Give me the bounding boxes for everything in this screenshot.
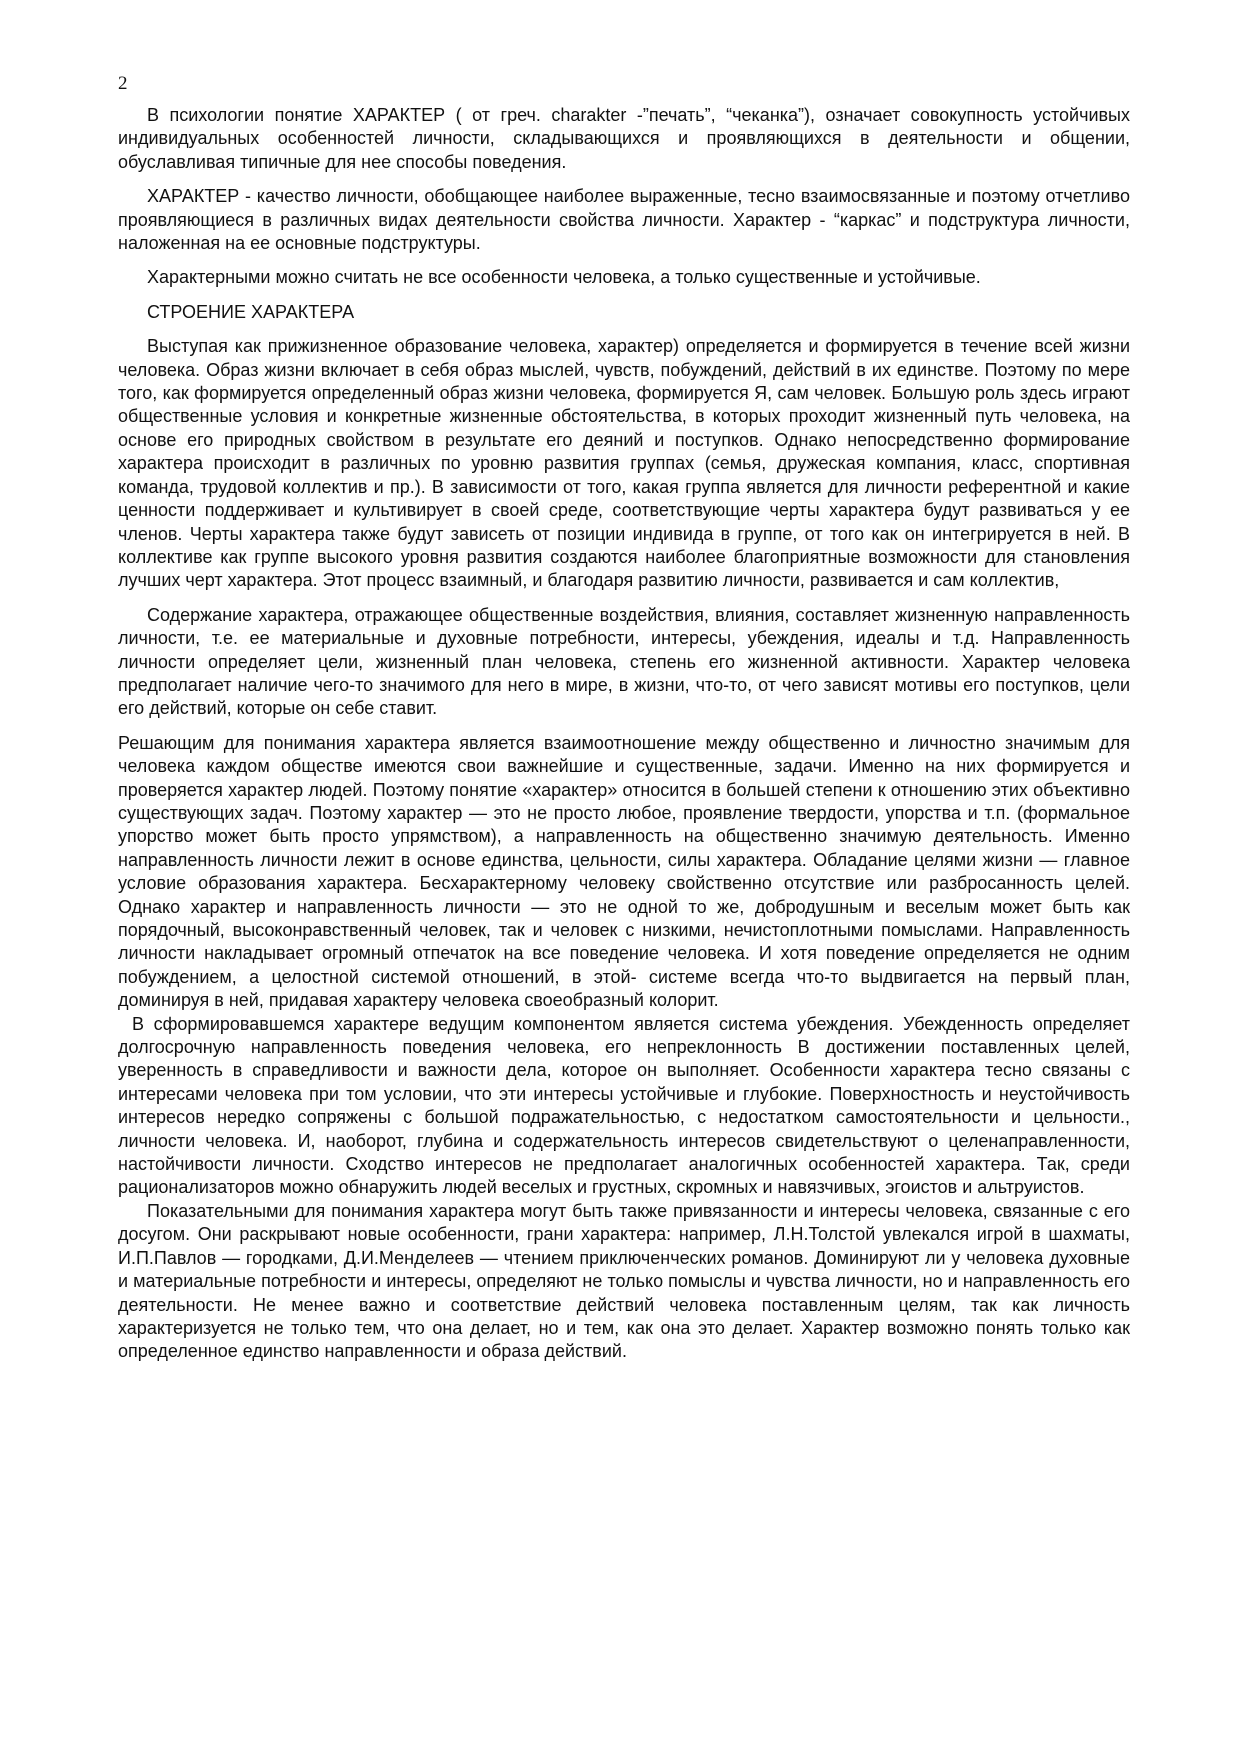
paragraph-character-quality: ХАРАКТЕР - качество личности, обобщающее наиболее выраженные, тесно взаимосвязанные и поэтому отчетливо проявляющиеся в различных видах деятельности свойства личности. Характер - “каркас” и подструктура личности, наложенная на ее основные подструктуры. [118,186,1130,254]
paragraph-formation: Выступая как прижизненное образование человека, характер) определяется и формируется в течение всей жизни человека. Образ жизни включает в себя образ мыслей, чувств, побуждений, действий в их единстве. Поэтому по мере того, как формируется определенный образ жизни человека, формируется Я, сам человек. Большую роль здесь играют общественные условия и конкретные жизненные обстоятельства, в которых проходит жизненный путь человека, на основе его природных свойством в результате его деяний и поступков. Однако непосредственно формирование характера происходит в различных по уровню развития группах (семья, дружеская компания, класс, спортивная команда, трудовой коллектив и пр.). В зависимости от того, какая группа является для личности референтной и какие ценности поддерживает и культивирует в своей среде, соответствующие черты характера будут развиваться у ее членов. Черты характера также будут зависеть от позиции индивида в группе, от того как он интегрируется в ней. В коллективе как группе высокого уровня развития создаются наиболее благоприятные возможности для становления лучших черт характера. Этот процесс взаимный, и благодаря развитию личности, развивается и сам коллектив, [118,336,1130,591]
paragraph-characteristic-traits: Характерными можно считать не все особенности человека, а только существенные и устойчивые. [147,267,981,288]
paragraph-leisure: Показательными для понимания характера могут быть также привязанности и интересы человека, связанные с его досугом. Они раскрывают новые особенности, грани характера: например, Л.Н.Толстой увлекался игрой в шахматы, И.П.Павлов — городками, Д.И.Менделеев — чтением приключенческих романов. Доминируют ли у человека духовные и материальные потребности и интересы, определяют не только помыслы и чувства личности, но и направленность его деятельности. Не менее важно и соответствие действий человека поставленным целям, так как личность характеризуется не только тем, что она делает, но и тем, как она это делает. Характер возможно понять только как определенное единство направленности и образа действий. [118,1200,1130,1362]
paragraph-beliefs: В сформировавшемся характере ведущим компонентом является система убеждения. Убежденность определяет долгосрочную направленность поведения человека, его непреклонность В достижении поставленных целей, уверенность в справедливости и важности дела, которое он выполняет. Особенности характера тесно связаны с интересами человека при том условии, что эти интересы устойчивые и глубокие. Поверхностность и неустойчивость интересов нередко сопряжены с большой подражательностью, с недостатком самостоятельности и цельности., личности человека. И, наоборот, глубина и содержательность интересов свидетельствуют о целенаправленности, настойчивости личности. Сходство интересов не предполагает аналогичных особенностей характера. Так, среди рационализаторов можно обнаружить людей веселых и грустных, скромных и навязчивых, эгоистов и альтруистов. [118,1013,1130,1198]
paragraph-content: Содержание характера, отражающее общественные воздействия, влияния, составляет жизненную направленность личности, т.е. ее материальные и духовные потребности, интересы, убеждения, идеалы и т.д. Направленность личности определяет цели, жизненный план человека, степень его жизненной активности. Характер человека предполагает наличие чего-то значимого для него в мире, в жизни, что-то, от чего зависят мотивы его поступков, цели его действий, которые он себе ставит. [118,604,1130,719]
paragraph-definition: В психологии понятие ХАРАКТЕР ( от греч. charakter -”печать”, “чеканка”), означает совокупность устойчивых индивидуальных особенностей личности, складывающихся и проявляющихся в деятельности и общении, обуславливая типичные для нее способы поведения. [118,105,1130,172]
section-heading: СТРОЕНИЕ ХАРАКТЕРА [147,301,355,322]
document-page [118,72,1130,1364]
paragraph-decisive: Решающим для понимания характера является взаимоотношение между общественно и личностно значимым для человека каждом обществе имеются свои важнейшие и существенные, задачи. Именно на них формируется и проверяется характер людей. Поэтому понятие «характер» относится в большей степени к отношению этих объективно существующих задач. Поэтому характер — это не просто любое, проявление твердости, упорства и т.п. (формальное упорство может быть просто упрямством), а направленность на общественно значимую деятельность. Именно направленность личности лежит в основе единства, цельности, силы характера. Обладание целями жизни — главное условие образования характера. Бесхарактерному человеку свойственно отсутствие или разбросанность целей. Однако характер и направленность личности — это не одной то же, добродушным и веселым может быть как порядочный, высоконравственный человек, так и человек с низкими, нечистоплотными помыслами. Направленность личности накладывает огромный отпечаток на все поведение человека. И хотя поведение определяется не одним побуждением, а целостной системой отношений, в этой- системе всегда что-то выдвигается на первый план, доминируя в ней, придавая характеру человека своеобразный колорит. [118,732,1130,1011]
page-number: 2 [118,73,128,94]
